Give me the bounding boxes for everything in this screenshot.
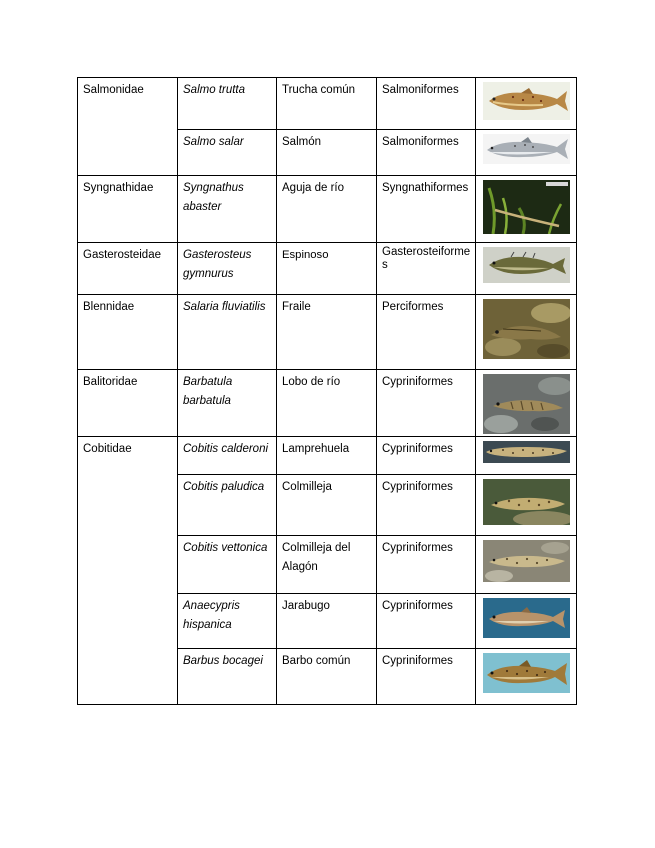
common-name-cell: Espinoso (277, 243, 377, 295)
barbo-comun-photo (483, 653, 570, 693)
scientific-name-cell: Salmo trutta (178, 78, 277, 130)
order-cell: Cypriniformes (377, 475, 476, 536)
stone-loach-photo (483, 374, 570, 434)
family-cell: Salmonidae (78, 78, 178, 176)
image-cell (476, 475, 577, 536)
common-name-cell: Salmón (277, 130, 377, 176)
atlantic-salmon-photo (483, 134, 570, 164)
scientific-name-cell: Anaecypris hispanica (178, 594, 277, 649)
order-cell: Cypriniformes (377, 536, 476, 594)
common-name-cell: Trucha común (277, 78, 377, 130)
common-name-cell: Colmilleja (277, 475, 377, 536)
common-name-cell: Colmilleja del Alagón (277, 536, 377, 594)
scientific-name-cell: Cobitis paludica (178, 475, 277, 536)
image-cell (476, 370, 577, 437)
common-name-cell: Barbo común (277, 649, 377, 705)
image-cell (476, 536, 577, 594)
scientific-name-cell: Cobitis calderoni (178, 437, 277, 475)
order-cell: Cypriniformes (377, 370, 476, 437)
scientific-name-cell: Cobitis vettonica (178, 536, 277, 594)
image-cell (476, 130, 577, 176)
scientific-name-cell: Salaria fluviatilis (178, 295, 277, 370)
scientific-name-cell: Barbatula barbatula (178, 370, 277, 437)
image-cell (476, 78, 577, 130)
family-cell: Blennidae (78, 295, 178, 370)
order-cell: Gasterosteiformes (377, 243, 476, 295)
order-cell: Perciformes (377, 295, 476, 370)
family-cell: Cobitidae (78, 437, 178, 705)
common-name-cell: Lobo de río (277, 370, 377, 437)
table-row (78, 437, 577, 475)
cobitis-vettonica-photo (483, 540, 570, 582)
scientific-name-cell: Barbus bocagei (178, 649, 277, 705)
order-cell: Salmoniformes (377, 130, 476, 176)
scientific-name-cell: Salmo salar (178, 130, 277, 176)
scientific-name-cell: Gasterosteus gymnurus (178, 243, 277, 295)
common-name-cell: Fraile (277, 295, 377, 370)
image-cell (476, 176, 577, 243)
order-cell: Salmoniformes (377, 78, 476, 130)
table-row (78, 176, 577, 243)
family-cell: Gasterosteidae (78, 243, 178, 295)
cobitis-calderoni-photo (483, 441, 570, 463)
common-name-cell: Aguja de río (277, 176, 377, 243)
cobitis-paludica-photo (483, 479, 570, 525)
image-cell (476, 243, 577, 295)
order-cell: Cypriniformes (377, 594, 476, 649)
family-cell: Syngnathidae (78, 176, 178, 243)
image-cell (476, 295, 577, 370)
brown-trout-photo (483, 82, 570, 120)
table-row (78, 78, 577, 130)
species-table (77, 77, 577, 705)
image-cell (476, 437, 577, 475)
image-cell (476, 649, 577, 705)
table-row (78, 370, 577, 437)
common-name-cell: Jarabugo (277, 594, 377, 649)
family-cell: Balitoridae (78, 370, 178, 437)
image-cell (476, 594, 577, 649)
pipefish-photo (483, 180, 570, 234)
table-row (78, 243, 577, 295)
common-name-cell: Lamprehuela (277, 437, 377, 475)
order-cell: Cypriniformes (377, 649, 476, 705)
table-row (78, 295, 577, 370)
order-cell: Cypriniformes (377, 437, 476, 475)
scientific-name-cell: Syngnathus abaster (178, 176, 277, 243)
order-cell: Syngnathiformes (377, 176, 476, 243)
freshwater-blenny-photo (483, 299, 570, 359)
stickleback-photo (483, 247, 570, 283)
jarabugo-photo (483, 598, 570, 638)
